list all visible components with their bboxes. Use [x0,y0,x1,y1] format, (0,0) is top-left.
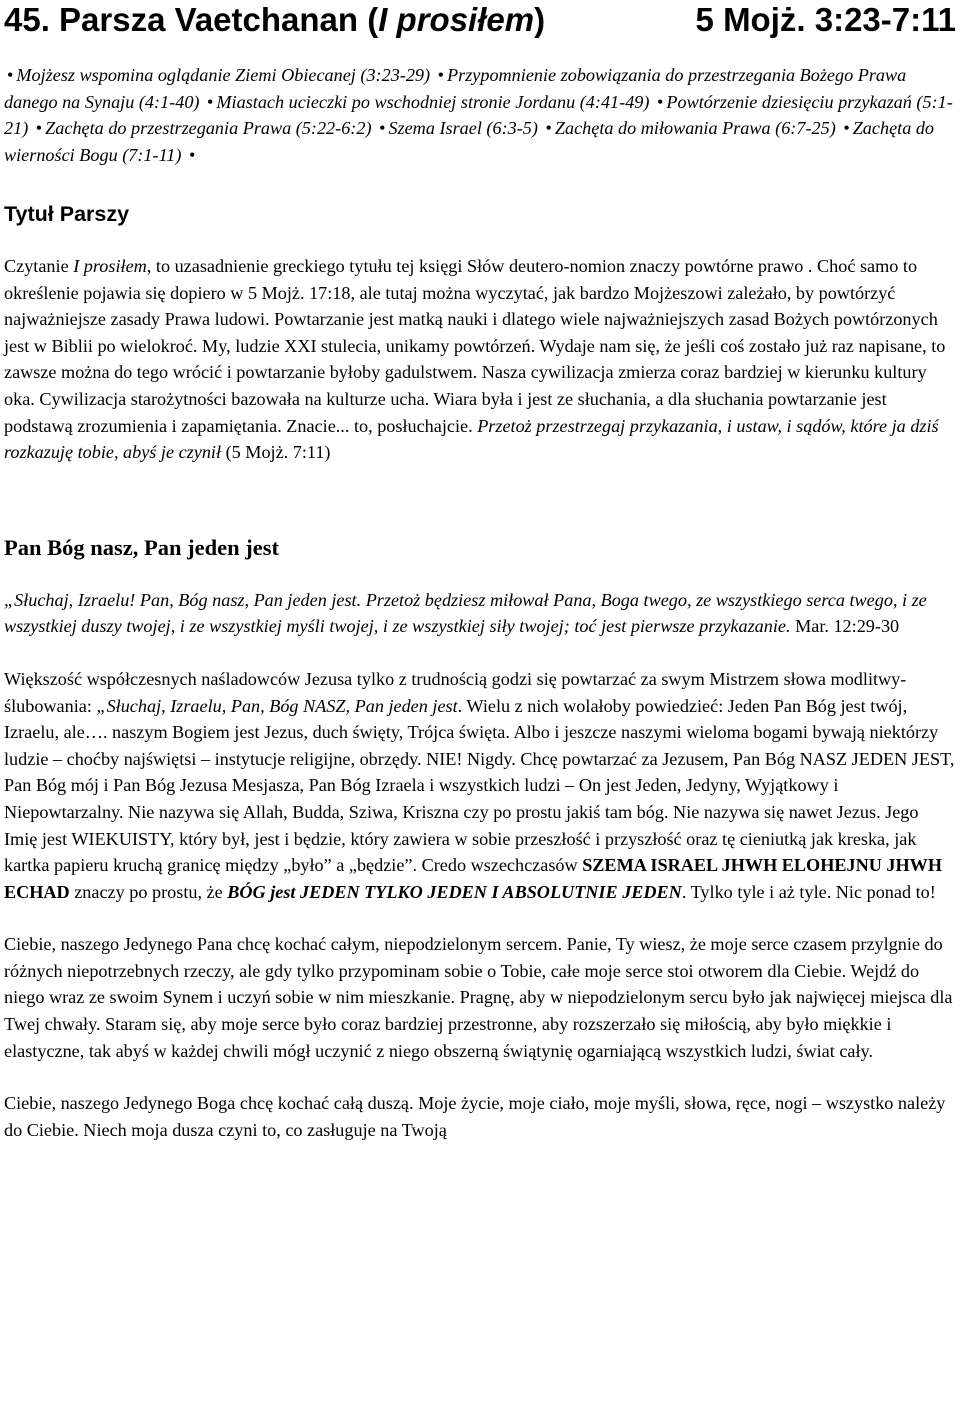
bullet: • [657,91,664,112]
page-title [4,0,956,39]
summary-item: Zachęta do przestrzegania Prawa (5:22-6:2) [45,118,372,138]
title-close: ) [534,1,546,38]
scripture-quote: „Słuchaj, Izraelu! Pan, Bóg nasz, Pan jeden jest. Przetoż będziesz miłował Pana, Boga twego, ze wszystkiego serca twego, i ze wszystkiej duszy twojej, i ze wszystkiej myśli twojej, i ze wszystkiej siły twojej; toć jest pierwsze przykazanie. Mar. 12:29-30 [4,589,927,637]
summary-item: Powtórzenie dziesięciu przykazań (5:1-21) [4,91,953,138]
bullet: • [545,118,552,138]
summary-item: Szema Israel (6:3-5) [388,118,538,138]
bullet: • [207,91,214,112]
paragraph-soul: Ciebie, naszego Jedynego Boga chcę kochać całą duszą. Moje życie, moje ciało, moje myśli, słowa, ręce, nogi – wszystko należy do Ciebie. Niech moja dusza czyni to, co zasługuje na Twoją [4,1093,946,1140]
summary-item: Mojżesz wspomina oglądanie Ziemi Obiecanej (3:23-29) [16,65,431,85]
parsha-title [4,1,545,39]
bullet: • [189,144,196,165]
summary-item: Zachęta do wierności Bogu (7:1-11) [4,118,935,165]
paragraph-title-explanation: Czytanie I prosiłem, to uzasadnienie greckiego tytułu tej księgi Słów deutero-nomion znaczy powtórne prawo . Choć samo to określenie pojawia się dopiero w 5 Mojż. 17:18, ale tutaj można wyczytać, jak bardzo Mojżeszowi zależało, by powtórzyć najważniejsze zasady Prawa ludowi. Powtarzanie jest matką nauki i dlatego wiele najważniejszych zasad Bożych powtórzonych jest w Biblii po wielokroć. My, ludzie XXI stulecia, unikamy powtórzeń. Wydaje nam się, że jeśli coś zostało już raz napisane, to zawsze można do tego wrócić i powtarzanie byłoby gadulstwem. Nasza cywilizacja zmierza coraz bardziej w kierunku kultury oka. Cywilizacja starożytności bazowała na kulturze ucha. Wiara była i jest ze słuchania, a dla słuchania powtarzanie jest podstawą zrozumienia i zapamiętania. Znacie... to, posłuchajcie. Przetoż przestrzegaj przykazania, i ustaw, i sądów, które ja dziś rozkazuję tobie, abyś je czynił (5 Mojż. 7:11) [4,256,946,463]
scripture-reference: 5 Mojż. 3:23-7:11 [695,1,956,38]
summary-list [4,62,956,168]
bullet: • [379,118,386,138]
bullet: • [7,65,14,85]
bullet: • [35,118,43,138]
bullet: • [843,118,850,138]
paragraph-heart: Ciebie, naszego Jedynego Pana chcę kochać całym, niepodzielonym sercem. Panie, Ty wiesz, że moje serce czasem przylgnie do różnych niepotrzebnych rzeczy, ale gdy tylko przypominam sobie o Tobie, całe moje serce stoi otworem dla Ciebie. Wejdź do niego wraz ze swoim Synem i uczyń sobie w nim mieszkanie. Pragnę, aby w niepodzielonym sercu było jak najwięcej miejsca dla Twej chwały. Staram się, aby moje serce było coraz bardziej przestronne, aby rozszerzało się miłością, aby było miękkie i elastyczne, tak abyś w każdej chwili mógł uczynić z niego obszerną świątynię ogarniającą wszystkich ludzi, świat cały. [4,934,953,1061]
document-page [4,0,956,1143]
summary-item: Przypomnienie zobowiązania do przestrzegania Bożego Prawa danego na Synaju (4:1-40) [4,65,907,112]
section-heading-title: Tytuł Parszy [4,202,130,226]
paragraph-shema: Większość współczesnych naśladowców Jezusa tylko z trudnością godzi się powtarzać za swym Mistrzem słowa modlitwy-ślubowania: „Słuchaj, Izraelu, Pan, Bóg NASZ, Pan jeden jest. Wielu z nich wolałoby powiedzieć: Jeden Pan Bóg jest twój, Izraelu, ale…. naszym Bogiem jest Jezus, duch święty, Trójca święta. Albo i jeszcze naszymi wieloma bogami bywają niektórzy ludzie – choćby najświętsi – instytucje religijne, obrzędy. NIE! Nigdy. Chcę powtarzać za Jezusem, Pan Bóg NASZ JEDEN JEST, Pan Bóg mój i Pan Bóg Jezusa Mesjasza, Pan Bóg Izraela i wszystkich ludzi – On jest Jeden, Jedyny, Wyjątkowy i Niepowtarzalny. Nie nazywa się Allah, Budda, Sziwa, Kriszna czy po prostu jakiś tam bóg. Nie nazywa się nawet Jezus. Jego Imię jest WIEKUISTY, który był, jest i będzie, który zawiera w sobie przeszłość i przyszłość oraz tę cieniutką jak kreska, jak kartka papieru kruchą granicę między „było” a „będzie”. Credo wszechczasów SZEMA ISRAEL JHWH ELOHEJNU JHWH ECHAD znaczy po prostu, że BÓG jest JEDEN TYLKO JEDEN I ABSOLUTNIE JEDEN. Tylko tyle i aż tyle. Nic ponad to! [4,668,955,902]
section-heading-shema: Pan Bóg nasz, Pan jeden jest [4,534,279,560]
bullet: • [437,65,445,85]
summary-item: Zachęta do miłowania Prawa (6:7-25) [554,118,836,138]
title-italic: I prosiłem [378,1,535,38]
title-number: 45. Parsza Vaetchanan ( [4,1,379,38]
summary-item: Miastach ucieczki po wschodniej stronie Jordanu (4:41-49) [216,91,650,112]
